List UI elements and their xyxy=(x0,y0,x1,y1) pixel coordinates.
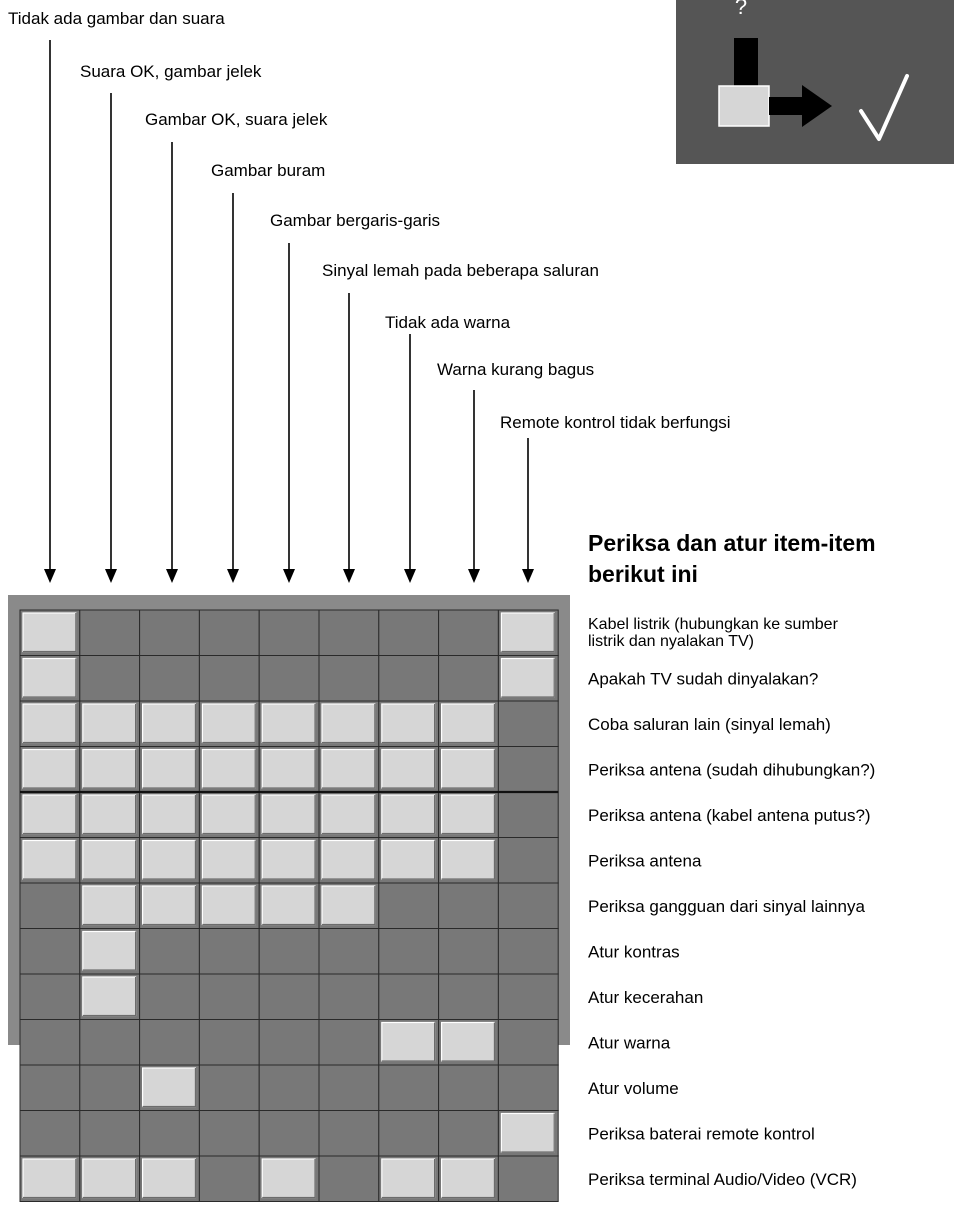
arrow-down-icon xyxy=(227,569,239,583)
symptom-label: Gambar bergaris-garis xyxy=(270,211,441,230)
matrix-cell-fill xyxy=(143,1159,196,1198)
matrix-cell-empty xyxy=(20,1111,80,1157)
legend-background xyxy=(676,0,954,164)
arrow-down-icon xyxy=(283,569,295,583)
matrix-cell-fill xyxy=(143,704,196,743)
matrix-cell-empty xyxy=(319,1111,379,1157)
matrix-cell-empty xyxy=(498,792,558,838)
arrow-down-icon xyxy=(343,569,355,583)
matrix-cell-empty xyxy=(80,1020,140,1066)
check-item-label: Periksa baterai remote kontrol xyxy=(588,1124,815,1144)
matrix-cell-empty xyxy=(140,1020,200,1066)
matrix-cell-empty xyxy=(439,883,499,929)
matrix-cell-empty xyxy=(20,883,80,929)
matrix-cell-fill xyxy=(262,841,315,880)
symptom-label: Gambar buram xyxy=(211,161,326,180)
check-item-label: Atur kontras xyxy=(588,942,680,962)
matrix-cell-empty xyxy=(379,974,439,1020)
matrix-cell-fill xyxy=(442,1023,495,1062)
matrix-cell-fill xyxy=(83,977,136,1016)
matrix-cell-empty xyxy=(199,1020,259,1066)
matrix-cell-empty xyxy=(379,883,439,929)
matrix-cell-fill xyxy=(382,1159,435,1198)
matrix-cell-fill xyxy=(202,704,255,743)
matrix-cell-empty xyxy=(498,1020,558,1066)
matrix-cell-empty xyxy=(439,610,499,656)
check-item-label: Kabel listrik (hubungkan ke sumber xyxy=(588,615,838,633)
symptom-label: Suara OK, gambar jelek xyxy=(80,62,262,81)
arrow-down-icon xyxy=(468,569,480,583)
symptom-label: Gambar OK, suara jelek xyxy=(145,110,328,129)
matrix-cell-empty xyxy=(20,1065,80,1111)
matrix-cell-empty xyxy=(439,656,499,702)
matrix-cell-empty xyxy=(199,610,259,656)
matrix-cell-empty xyxy=(498,1065,558,1111)
matrix-cell-empty xyxy=(319,1156,379,1202)
matrix-cell-fill xyxy=(442,841,495,880)
symptom-label: Warna kurang bagus xyxy=(437,360,595,379)
matrix-cell-empty xyxy=(439,1065,499,1111)
matrix-cell-fill xyxy=(322,795,375,834)
matrix-cell-fill xyxy=(322,841,375,880)
matrix-cell-fill xyxy=(23,795,76,834)
check-item-label: Periksa gangguan dari sinyal lainnya xyxy=(588,896,865,916)
matrix-cell-fill xyxy=(262,704,315,743)
matrix-cell-empty xyxy=(259,656,319,702)
check-item-label: Coba saluran lain (sinyal lemah) xyxy=(588,714,831,734)
matrix-cell-empty xyxy=(498,701,558,747)
matrix-cell-fill xyxy=(382,704,435,743)
matrix-cell-fill xyxy=(262,750,315,789)
matrix-cell-empty xyxy=(259,1111,319,1157)
matrix-cell-empty xyxy=(199,974,259,1020)
matrix-cell-fill xyxy=(202,886,255,925)
matrix-cell-empty xyxy=(140,1111,200,1157)
matrix-cell-fill xyxy=(262,886,315,925)
matrix-cell-fill xyxy=(322,704,375,743)
symptom-headers xyxy=(8,9,731,583)
matrix-cell-empty xyxy=(259,929,319,975)
check-matrix xyxy=(20,610,558,1202)
matrix-cell-fill xyxy=(83,932,136,971)
matrix-cell-fill xyxy=(202,795,255,834)
matrix-cell-empty xyxy=(319,1020,379,1066)
matrix-cell-empty xyxy=(199,1065,259,1111)
check-item-label: Periksa antena (kabel antena putus?) xyxy=(588,805,871,825)
legend-box xyxy=(676,0,954,164)
matrix-cell-fill xyxy=(23,841,76,880)
arrow-down-icon xyxy=(166,569,178,583)
matrix-cell-empty xyxy=(80,1065,140,1111)
matrix-cell-fill xyxy=(83,704,136,743)
check-item-label: Periksa antena (sudah dihubungkan?) xyxy=(588,760,876,780)
matrix-cell-empty xyxy=(498,974,558,1020)
heading-line-1: Periksa dan atur item-item xyxy=(588,530,876,556)
matrix-cell-fill xyxy=(382,1023,435,1062)
matrix-cell-empty xyxy=(80,656,140,702)
matrix-cell-fill xyxy=(143,886,196,925)
matrix-cell-empty xyxy=(259,610,319,656)
symptom-label: Tidak ada warna xyxy=(385,313,511,332)
matrix-cell-empty xyxy=(319,656,379,702)
arrow-down-icon xyxy=(44,569,56,583)
matrix-cell-fill xyxy=(501,613,554,652)
check-item-label: Periksa terminal Audio/Video (VCR) xyxy=(588,1169,857,1189)
matrix-cell-empty xyxy=(498,929,558,975)
matrix-cell-fill xyxy=(23,659,76,698)
matrix-cell-empty xyxy=(20,974,80,1020)
matrix-cell-empty xyxy=(140,929,200,975)
matrix-cell-fill xyxy=(202,841,255,880)
matrix-cell-empty xyxy=(199,929,259,975)
matrix-cell-empty xyxy=(140,974,200,1020)
matrix-cell-fill xyxy=(143,795,196,834)
check-item-label: listrik dan nyalakan TV) xyxy=(588,632,754,650)
arrow-down-icon xyxy=(522,569,534,583)
matrix-cell-empty xyxy=(498,883,558,929)
matrix-cell-fill xyxy=(143,750,196,789)
symptom-label: Tidak ada gambar dan suara xyxy=(8,9,225,28)
matrix-cell-empty xyxy=(199,1156,259,1202)
matrix-cell-empty xyxy=(319,929,379,975)
matrix-cell-fill xyxy=(442,704,495,743)
matrix-cell-empty xyxy=(439,974,499,1020)
matrix-cell-empty xyxy=(319,610,379,656)
matrix-cell-empty xyxy=(319,1065,379,1111)
matrix-cell-fill xyxy=(202,750,255,789)
matrix-cell-fill xyxy=(501,1114,554,1153)
matrix-cell-empty xyxy=(140,610,200,656)
matrix-cell-fill xyxy=(501,659,554,698)
matrix-cell-empty xyxy=(259,1065,319,1111)
matrix-cell-fill xyxy=(23,613,76,652)
matrix-cell-empty xyxy=(379,1065,439,1111)
matrix-cell-fill xyxy=(23,704,76,743)
matrix-cell-empty xyxy=(379,1111,439,1157)
matrix-cell-fill xyxy=(322,750,375,789)
matrix-cell-fill xyxy=(143,841,196,880)
check-list xyxy=(588,616,875,1189)
matrix-cell-fill xyxy=(262,795,315,834)
matrix-cell-fill xyxy=(382,750,435,789)
matrix-cell-empty xyxy=(259,974,319,1020)
arrow-down-icon xyxy=(404,569,416,583)
matrix-cell-fill xyxy=(442,795,495,834)
matrix-cell-fill xyxy=(83,886,136,925)
legend-bar xyxy=(734,38,758,90)
matrix-cell-fill xyxy=(322,886,375,925)
matrix-cell-fill xyxy=(442,750,495,789)
arrow-down-icon xyxy=(105,569,117,583)
matrix-cell-empty xyxy=(259,1020,319,1066)
matrix-cell-fill xyxy=(23,750,76,789)
matrix-cell-empty xyxy=(80,610,140,656)
matrix-cell-empty xyxy=(319,974,379,1020)
matrix-cell-empty xyxy=(199,656,259,702)
matrix-cell-fill xyxy=(83,750,136,789)
matrix-cell-empty xyxy=(20,929,80,975)
matrix-cell-fill xyxy=(382,841,435,880)
matrix-cell-fill xyxy=(83,795,136,834)
matrix-cell-fill xyxy=(83,841,136,880)
matrix-cell-empty xyxy=(140,656,200,702)
matrix-cell-empty xyxy=(379,610,439,656)
legend-cell-sample xyxy=(719,86,769,126)
matrix-cell-empty xyxy=(20,1020,80,1066)
matrix-cell-fill xyxy=(262,1159,315,1198)
matrix-cell-empty xyxy=(498,1156,558,1202)
matrix-cell-fill xyxy=(382,795,435,834)
symptom-label: Sinyal lemah pada beberapa saluran xyxy=(322,261,599,280)
legend-question-mark: ? xyxy=(734,0,748,19)
check-item-label: Atur warna xyxy=(588,1033,671,1053)
matrix-cell-empty xyxy=(80,1111,140,1157)
checks-heading xyxy=(588,530,876,587)
matrix-cell-fill xyxy=(442,1159,495,1198)
symptom-label: Remote kontrol tidak berfungsi xyxy=(500,413,731,432)
heading-line-2: berikut ini xyxy=(588,561,698,587)
check-item-label: Atur kecerahan xyxy=(588,987,704,1007)
check-item-label: Atur volume xyxy=(588,1078,679,1098)
matrix-cell-empty xyxy=(439,929,499,975)
matrix-cell-empty xyxy=(498,747,558,793)
matrix-cell-fill xyxy=(23,1159,76,1198)
matrix-cell-empty xyxy=(498,838,558,884)
matrix-cell-empty xyxy=(379,656,439,702)
matrix-cell-empty xyxy=(199,1111,259,1157)
matrix-cell-empty xyxy=(379,929,439,975)
matrix-cell-fill xyxy=(83,1159,136,1198)
check-item-label: Periksa antena xyxy=(588,851,702,871)
check-item-label: Apakah TV sudah dinyalakan? xyxy=(588,669,819,689)
matrix-cell-fill xyxy=(143,1068,196,1107)
matrix-cell-empty xyxy=(439,1111,499,1157)
